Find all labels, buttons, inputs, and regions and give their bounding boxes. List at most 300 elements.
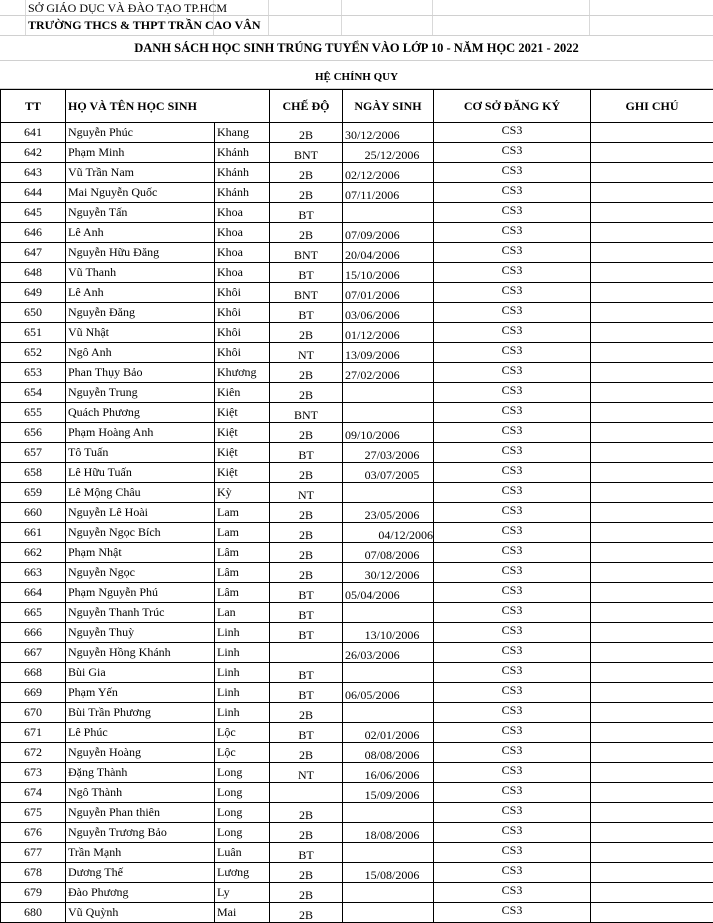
cell-ghi-chu (591, 263, 713, 283)
cell-co-so: CS3 (434, 483, 591, 503)
cell-ghi-chu (591, 543, 713, 563)
student-table (0, 89, 713, 923)
cell-ngay-sinh: 27/03/2006 (343, 443, 434, 463)
cell-che-do: NT (270, 343, 343, 363)
cell-ho-ten-dem: Lê Mộng Châu (66, 483, 215, 503)
cell-ghi-chu (591, 663, 713, 683)
column-header-co-so: CƠ SỞ ĐĂNG KÝ (434, 90, 591, 123)
cell-tt: 641 (1, 123, 66, 143)
cell-che-do: BT (270, 663, 343, 683)
cell-che-do: 2B (270, 123, 343, 143)
cell-co-so: CS3 (434, 503, 591, 523)
cell-ten: Khương (215, 363, 270, 383)
cell-che-do: 2B (270, 563, 343, 583)
cell-ngay-sinh: 23/05/2006 (343, 503, 434, 523)
cell-tt: 652 (1, 343, 66, 363)
cell-ho-ten-dem: Nguyễn Thuỳ (66, 623, 215, 643)
cell-ghi-chu (591, 183, 713, 203)
cell-co-so: CS3 (434, 543, 591, 563)
cell-ten: Khôi (215, 283, 270, 303)
cell-ngay-sinh: 09/10/2006 (343, 423, 434, 443)
table-row (1, 583, 713, 603)
cell-ho-ten-dem: Đào Phương (66, 883, 215, 903)
cell-tt: 673 (1, 763, 66, 783)
cell-ho-ten-dem: Nguyễn Trung (66, 383, 215, 403)
cell-ngay-sinh: 06/05/2006 (343, 683, 434, 703)
cell-ten: Lam (215, 503, 270, 523)
cell-ghi-chu (591, 743, 713, 763)
cell-ten: Kiệt (215, 403, 270, 423)
cell-tt: 662 (1, 543, 66, 563)
cell-tt: 656 (1, 423, 66, 443)
cell-co-so: CS3 (434, 323, 591, 343)
cell-che-do: 2B (270, 183, 343, 203)
cell-ho-ten-dem: Ngô Anh (66, 343, 215, 363)
cell-co-so: CS3 (434, 643, 591, 663)
cell-ten: Lộc (215, 743, 270, 763)
cell-che-do: 2B (270, 863, 343, 883)
table-row (1, 343, 713, 363)
cell-co-so: CS3 (434, 623, 591, 643)
cell-co-so: CS3 (434, 603, 591, 623)
cell-tt: 648 (1, 263, 66, 283)
cell-tt: 651 (1, 323, 66, 343)
cell-ngay-sinh: 13/10/2006 (343, 623, 434, 643)
cell-ghi-chu (591, 123, 713, 143)
cell-ten: Lâm (215, 563, 270, 583)
cell-ghi-chu (591, 463, 713, 483)
cell-tt: 679 (1, 883, 66, 903)
cell-co-so: CS3 (434, 563, 591, 583)
cell-ghi-chu (591, 603, 713, 623)
cell-ho-ten-dem: Nguyễn Tấn (66, 203, 215, 223)
cell-ho-ten-dem: Bùi Gia (66, 663, 215, 683)
cell-tt: 667 (1, 643, 66, 663)
cell-tt: 671 (1, 723, 66, 743)
cell-co-so: CS3 (434, 263, 591, 283)
cell-ngay-sinh: 03/06/2006 (343, 303, 434, 323)
column-header-tt: TT (1, 90, 66, 123)
cell-ho-ten-dem: Nguyễn Trương Bảo (66, 823, 215, 843)
cell-tt: 668 (1, 663, 66, 683)
cell-ten: Khánh (215, 143, 270, 163)
cell-co-so: CS3 (434, 243, 591, 263)
cell-ngay-sinh: 30/12/2006 (343, 563, 434, 583)
table-row (1, 803, 713, 823)
cell-tt: 655 (1, 403, 66, 423)
cell-ten: Lan (215, 603, 270, 623)
cell-tt: 649 (1, 283, 66, 303)
cell-co-so: CS3 (434, 423, 591, 443)
cell-ho-ten-dem: Lê Hữu Tuấn (66, 463, 215, 483)
document-subtitle: HỆ CHÍNH QUY (314, 71, 399, 83)
cell-co-so: CS3 (434, 823, 591, 843)
table-row (1, 463, 713, 483)
cell-tt: 661 (1, 523, 66, 543)
cell-ngay-sinh: 16/06/2006 (343, 763, 434, 783)
cell-tt: 675 (1, 803, 66, 823)
cell-co-so: CS3 (434, 143, 591, 163)
cell-co-so: CS3 (434, 803, 591, 823)
cell-co-so: CS3 (434, 883, 591, 903)
cell-tt: 670 (1, 703, 66, 723)
cell-ten: Khang (215, 123, 270, 143)
cell-che-do: 2B (270, 423, 343, 443)
cell-ho-ten-dem: Đặng Thành (66, 763, 215, 783)
cell-tt: 643 (1, 163, 66, 183)
cell-ten: Khoa (215, 243, 270, 263)
table-row (1, 623, 713, 643)
cell-che-do: 2B (270, 823, 343, 843)
cell-ho-ten-dem: Nguyễn Hồng Khánh (66, 643, 215, 663)
table-row (1, 123, 713, 143)
cell-tt: 678 (1, 863, 66, 883)
cell-ghi-chu (591, 863, 713, 883)
cell-che-do: 2B (270, 163, 343, 183)
cell-ghi-chu (591, 803, 713, 823)
cell-ten: Khánh (215, 163, 270, 183)
cell-ten: Kỳ (215, 483, 270, 503)
cell-che-do: BNT (270, 243, 343, 263)
cell-ghi-chu (591, 163, 713, 183)
cell-che-do: 2B (270, 523, 343, 543)
cell-ho-ten-dem: Lê Anh (66, 223, 215, 243)
table-row (1, 263, 713, 283)
cell-co-so: CS3 (434, 463, 591, 483)
cell-ngay-sinh: 07/08/2006 (343, 543, 434, 563)
cell-ghi-chu (591, 903, 713, 923)
cell-tt: 657 (1, 443, 66, 463)
cell-che-do: 2B (270, 383, 343, 403)
cell-ghi-chu (591, 483, 713, 503)
table-row (1, 283, 713, 303)
cell-che-do: 2B (270, 883, 343, 903)
cell-ngay-sinh: 07/09/2006 (343, 223, 434, 243)
cell-ghi-chu (591, 323, 713, 343)
cell-ten: Linh (215, 683, 270, 703)
column-header-che-do: CHẾ ĐỘ (270, 90, 343, 123)
column-header-ngay-sinh: NGÀY SINH (343, 90, 434, 123)
cell-co-so: CS3 (434, 163, 591, 183)
cell-ho-ten-dem: Trần Mạnh (66, 843, 215, 863)
cell-che-do: 2B (270, 503, 343, 523)
cell-che-do: 2B (270, 903, 343, 923)
cell-che-do: BNT (270, 283, 343, 303)
cell-co-so: CS3 (434, 383, 591, 403)
cell-tt: 660 (1, 503, 66, 523)
cell-ghi-chu (591, 363, 713, 383)
cell-tt: 677 (1, 843, 66, 863)
cell-ho-ten-dem: Nguyễn Ngọc Bích (66, 523, 215, 543)
cell-ten: Ly (215, 883, 270, 903)
cell-co-so: CS3 (434, 723, 591, 743)
cell-ngay-sinh: 20/04/2006 (343, 243, 434, 263)
cell-tt: 646 (1, 223, 66, 243)
cell-ten: Kiên (215, 383, 270, 403)
cell-co-so: CS3 (434, 523, 591, 543)
cell-ghi-chu (591, 563, 713, 583)
cell-co-so: CS3 (434, 123, 591, 143)
cell-tt: 666 (1, 623, 66, 643)
cell-ho-ten-dem: Phạm Nguyễn Phú (66, 583, 215, 603)
cell-ho-ten-dem: Phạm Hoàng Anh (66, 423, 215, 443)
cell-tt: 650 (1, 303, 66, 323)
table-header-row (1, 90, 713, 123)
cell-ho-ten-dem: Vũ Thanh (66, 263, 215, 283)
cell-ghi-chu (591, 523, 713, 543)
cell-ghi-chu (591, 723, 713, 743)
cell-co-so: CS3 (434, 683, 591, 703)
cell-ghi-chu (591, 643, 713, 663)
table-row (1, 363, 713, 383)
cell-che-do: 2B (270, 803, 343, 823)
table-row (1, 723, 713, 743)
cell-ghi-chu (591, 223, 713, 243)
cell-co-so: CS3 (434, 583, 591, 603)
cell-ten: Khoa (215, 263, 270, 283)
cell-tt: 680 (1, 903, 66, 923)
cell-ngay-sinh (343, 703, 434, 723)
table-row (1, 483, 713, 503)
cell-ngay-sinh: 05/04/2006 (343, 583, 434, 603)
cell-ten: Kiệt (215, 443, 270, 463)
cell-tt: 663 (1, 563, 66, 583)
document-title: DANH SÁCH HỌC SINH TRÚNG TUYỂN VÀO LỚP 10 - NĂM HỌC 2021 - 2022 (134, 41, 579, 55)
cell-tt: 658 (1, 463, 66, 483)
table-row (1, 603, 713, 623)
table-row (1, 223, 713, 243)
cell-ghi-chu (591, 683, 713, 703)
cell-tt: 676 (1, 823, 66, 843)
cell-ho-ten-dem: Nguyễn Phúc (66, 123, 215, 143)
cell-ten: Khoa (215, 203, 270, 223)
cell-tt: 653 (1, 363, 66, 383)
cell-ngay-sinh: 27/02/2006 (343, 363, 434, 383)
cell-ghi-chu (591, 623, 713, 643)
cell-ghi-chu (591, 423, 713, 443)
cell-ngay-sinh (343, 843, 434, 863)
cell-che-do: BT (270, 603, 343, 623)
cell-tt: 647 (1, 243, 66, 263)
table-row (1, 143, 713, 163)
cell-tt: 669 (1, 683, 66, 703)
cell-co-so: CS3 (434, 843, 591, 863)
table-row (1, 303, 713, 323)
column-header-ghi-chu: GHI CHÚ (591, 90, 713, 123)
cell-ghi-chu (591, 583, 713, 603)
cell-ngay-sinh (343, 383, 434, 403)
cell-ngay-sinh: 30/12/2006 (343, 123, 434, 143)
cell-ghi-chu (591, 763, 713, 783)
cell-ten: Khôi (215, 323, 270, 343)
cell-che-do: BT (270, 623, 343, 643)
cell-co-so: CS3 (434, 743, 591, 763)
cell-ghi-chu (591, 403, 713, 423)
cell-ten: Linh (215, 663, 270, 683)
cell-che-do: BT (270, 443, 343, 463)
column-header-name: HỌ VÀ TÊN HỌC SINH (66, 90, 270, 123)
cell-tt: 659 (1, 483, 66, 503)
cell-ho-ten-dem: Phạm Nhật (66, 543, 215, 563)
cell-ngay-sinh: 01/12/2006 (343, 323, 434, 343)
cell-ho-ten-dem: Phan Thụy Bảo (66, 363, 215, 383)
cell-ngay-sinh: 25/12/2006 (343, 143, 434, 163)
cell-ghi-chu (591, 143, 713, 163)
cell-ghi-chu (591, 283, 713, 303)
cell-ghi-chu (591, 703, 713, 723)
cell-ten: Khôi (215, 303, 270, 323)
cell-ngay-sinh (343, 903, 434, 923)
cell-che-do: 2B (270, 363, 343, 383)
cell-ten: Kiệt (215, 463, 270, 483)
cell-ghi-chu (591, 343, 713, 363)
cell-ho-ten-dem: Phạm Yến (66, 683, 215, 703)
table-row (1, 503, 713, 523)
cell-ho-ten-dem: Vũ Quỳnh (66, 903, 215, 923)
cell-ten: Kiệt (215, 423, 270, 443)
table-row (1, 743, 713, 763)
cell-ten: Lâm (215, 543, 270, 563)
cell-tt: 645 (1, 203, 66, 223)
cell-ten: Lương (215, 863, 270, 883)
cell-co-so: CS3 (434, 183, 591, 203)
cell-che-do: 2B (270, 703, 343, 723)
table-row (1, 903, 713, 923)
cell-ngay-sinh: 13/09/2006 (343, 343, 434, 363)
cell-ho-ten-dem: Lê Phúc (66, 723, 215, 743)
cell-co-so: CS3 (434, 223, 591, 243)
department-name: SỞ GIÁO DỤC VÀ ĐÀO TẠO TP.HCM (28, 1, 228, 15)
cell-che-do: NT (270, 763, 343, 783)
table-row (1, 663, 713, 683)
cell-ngay-sinh: 26/03/2006 (343, 643, 434, 663)
cell-ngay-sinh: 07/01/2006 (343, 283, 434, 303)
cell-ngay-sinh: 08/08/2006 (343, 743, 434, 763)
cell-ngay-sinh: 03/07/2005 (343, 463, 434, 483)
cell-ghi-chu (591, 383, 713, 403)
cell-che-do: 2B (270, 223, 343, 243)
cell-ten: Long (215, 803, 270, 823)
cell-tt: 664 (1, 583, 66, 603)
cell-ten: Khánh (215, 183, 270, 203)
cell-ho-ten-dem: Nguyễn Ngọc (66, 563, 215, 583)
cell-che-do: BT (270, 683, 343, 703)
cell-che-do: NT (270, 483, 343, 503)
cell-co-so: CS3 (434, 363, 591, 383)
cell-ghi-chu (591, 303, 713, 323)
cell-ngay-sinh (343, 403, 434, 423)
cell-ho-ten-dem: Nguyễn Hoàng (66, 743, 215, 763)
cell-ghi-chu (591, 203, 713, 223)
cell-che-do: 2B (270, 543, 343, 563)
table-body (1, 123, 713, 923)
cell-ghi-chu (591, 843, 713, 863)
cell-ten: Linh (215, 643, 270, 663)
cell-tt: 644 (1, 183, 66, 203)
table-row (1, 783, 713, 803)
cell-ten: Lâm (215, 583, 270, 603)
cell-ghi-chu (591, 823, 713, 843)
cell-ho-ten-dem: Nguyễn Hữu Đăng (66, 243, 215, 263)
cell-co-so: CS3 (434, 443, 591, 463)
cell-che-do: BT (270, 583, 343, 603)
cell-ho-ten-dem: Nguyễn Lê Hoài (66, 503, 215, 523)
cell-che-do: BT (270, 843, 343, 863)
table-row (1, 843, 713, 863)
cell-che-do: BNT (270, 143, 343, 163)
cell-ho-ten-dem: Dương Thế (66, 863, 215, 883)
cell-ngay-sinh: 15/10/2006 (343, 263, 434, 283)
cell-ten: Lộc (215, 723, 270, 743)
cell-ho-ten-dem: Ngô Thành (66, 783, 215, 803)
cell-tt: 672 (1, 743, 66, 763)
cell-ngay-sinh (343, 603, 434, 623)
cell-che-do: 2B (270, 743, 343, 763)
table-row (1, 683, 713, 703)
table-row (1, 383, 713, 403)
table-row (1, 563, 713, 583)
cell-ghi-chu (591, 883, 713, 903)
cell-tt: 674 (1, 783, 66, 803)
table-row (1, 823, 713, 843)
cell-ngay-sinh: 07/11/2006 (343, 183, 434, 203)
cell-che-do: BT (270, 203, 343, 223)
cell-ghi-chu (591, 503, 713, 523)
cell-che-do: BT (270, 723, 343, 743)
cell-ho-ten-dem: Nguyễn Phan thiên (66, 803, 215, 823)
cell-che-do (270, 783, 343, 803)
cell-ho-ten-dem: Mai Nguyễn Quốc (66, 183, 215, 203)
table-row (1, 523, 713, 543)
table-row (1, 643, 713, 663)
school-name: TRƯỜNG THCS & THPT TRẦN CAO VÂN (28, 18, 261, 32)
cell-ten: Luân (215, 843, 270, 863)
cell-ho-ten-dem: Lê Anh (66, 283, 215, 303)
table-row (1, 423, 713, 443)
cell-ngay-sinh: 18/08/2006 (343, 823, 434, 843)
table-row (1, 883, 713, 903)
cell-ngay-sinh (343, 203, 434, 223)
cell-che-do: BT (270, 263, 343, 283)
cell-che-do (270, 643, 343, 663)
table-row (1, 543, 713, 563)
cell-ten: Khoa (215, 223, 270, 243)
cell-ho-ten-dem: Vũ Nhật (66, 323, 215, 343)
table-row (1, 863, 713, 883)
table-row (1, 443, 713, 463)
cell-ghi-chu (591, 443, 713, 463)
table-row (1, 703, 713, 723)
cell-co-so: CS3 (434, 863, 591, 883)
table-row (1, 243, 713, 263)
cell-co-so: CS3 (434, 703, 591, 723)
cell-ho-ten-dem: Bùi Trần Phương (66, 703, 215, 723)
cell-ho-ten-dem: Nguyễn Đăng (66, 303, 215, 323)
cell-ngay-sinh: 15/08/2006 (343, 863, 434, 883)
cell-che-do: 2B (270, 463, 343, 483)
cell-co-so: CS3 (434, 203, 591, 223)
cell-ngay-sinh (343, 803, 434, 823)
table-row (1, 163, 713, 183)
cell-co-so: CS3 (434, 903, 591, 923)
cell-ho-ten-dem: Vũ Trần Nam (66, 163, 215, 183)
cell-ho-ten-dem: Tô Tuấn (66, 443, 215, 463)
cell-ho-ten-dem: Phạm Minh (66, 143, 215, 163)
table-row (1, 203, 713, 223)
cell-ngay-sinh (343, 483, 434, 503)
cell-tt: 665 (1, 603, 66, 623)
cell-co-so: CS3 (434, 663, 591, 683)
